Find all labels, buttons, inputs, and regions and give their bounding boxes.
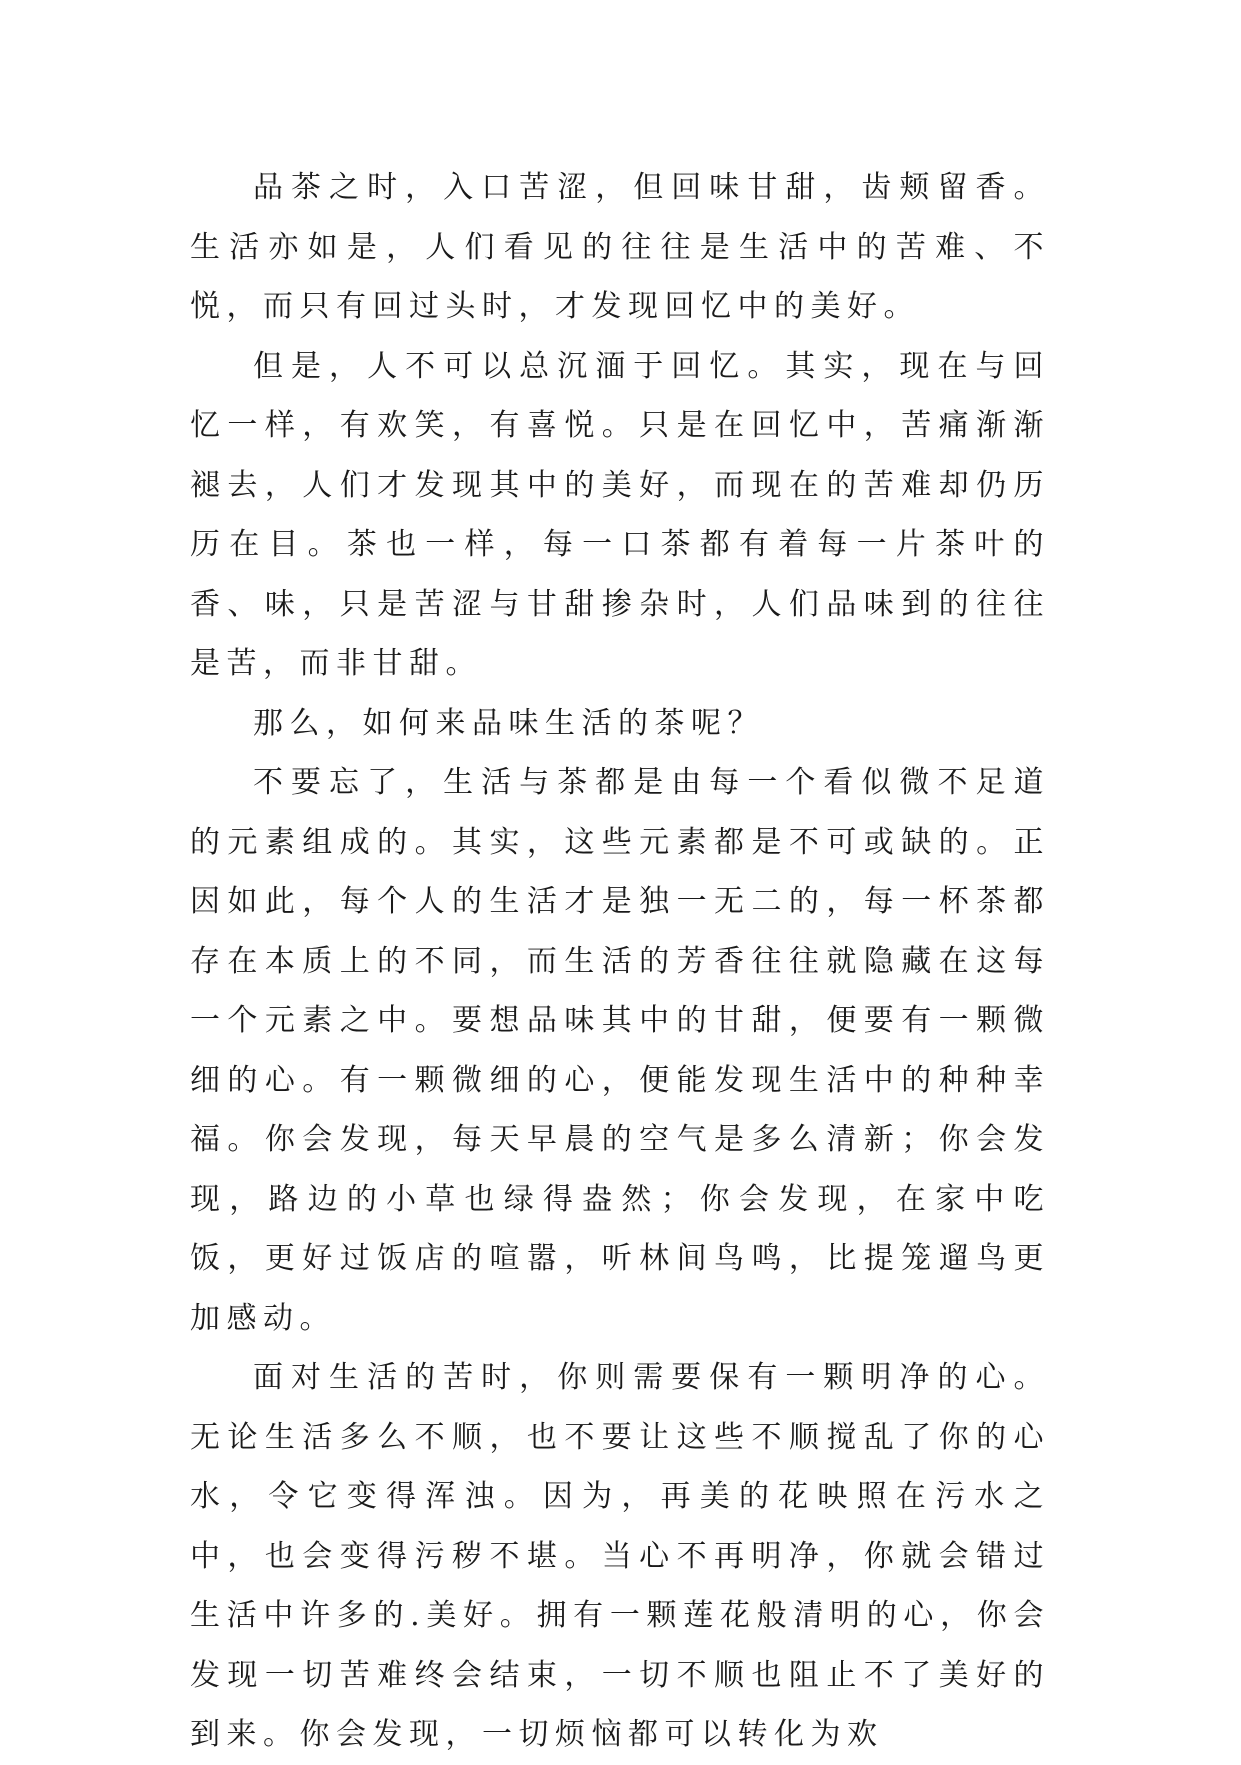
paragraph-memory: 但是，人不可以总沉湎于回忆。其实，现在与回忆一样，有欢笑，有喜悦。只是在回忆中，苦痛渐渐褪去，人们才发现其中的美好，而现在的苦难却仍历历在目。茶也一样，每一口茶都有着每一片茶叶的香、味，只是苦涩与甘甜掺杂时，人们品味到的往往是苦，而非甘甜。 bbox=[190, 348, 1050, 681]
paragraph-tea-tasting: 品茶之时，入口苦涩，但回味甘甜，齿颊留香。生活亦如是，人们看见的往往是生活中的苦难、不悦，而只有回过头时，才发现回忆中的美好。 bbox=[190, 170, 1050, 324]
document-body bbox=[190, 158, 1050, 1765]
paragraph-clear-heart: 面对生活的苦时，你则需要保有一颗明净的心。无论生活多么不顺，也不要让这些不顺搅乱了你的心水，令它变得浑浊。因为，再美的花映照在污水之中，也会变得污秽不堪。当心不再明净，你就会错过生活中许多的.美好。拥有一颗莲花般清明的心，你会发现一切苦难终会结束，一切不顺也阻止不了美好的到来。你会发现，一切烦恼都可以转化为欢 bbox=[190, 1360, 1050, 1752]
paragraph-elements: 不要忘了，生活与茶都是由每一个看似微不足道的元素组成的。其实，这些元素都是不可或缺的。正因如此，每个人的生活才是独一无二的，每一杯茶都存在本质上的不同，而生活的芳香往往就隐藏在这每一个元素之中。要想品味其中的甘甜，便要有一颗微细的心。有一颗微细的心，便能发现生活中的种种幸福。你会发现，每天早晨的空气是多么清新；你会发现，路边的小草也绿得盎然；你会发现，在家中吃饭，更好过饭店的喧嚣，听林间鸟鸣，比提笼遛鸟更加感动。 bbox=[190, 765, 1050, 1336]
paragraph-question: 那么，如何来品味生活的茶呢？ bbox=[253, 705, 764, 741]
